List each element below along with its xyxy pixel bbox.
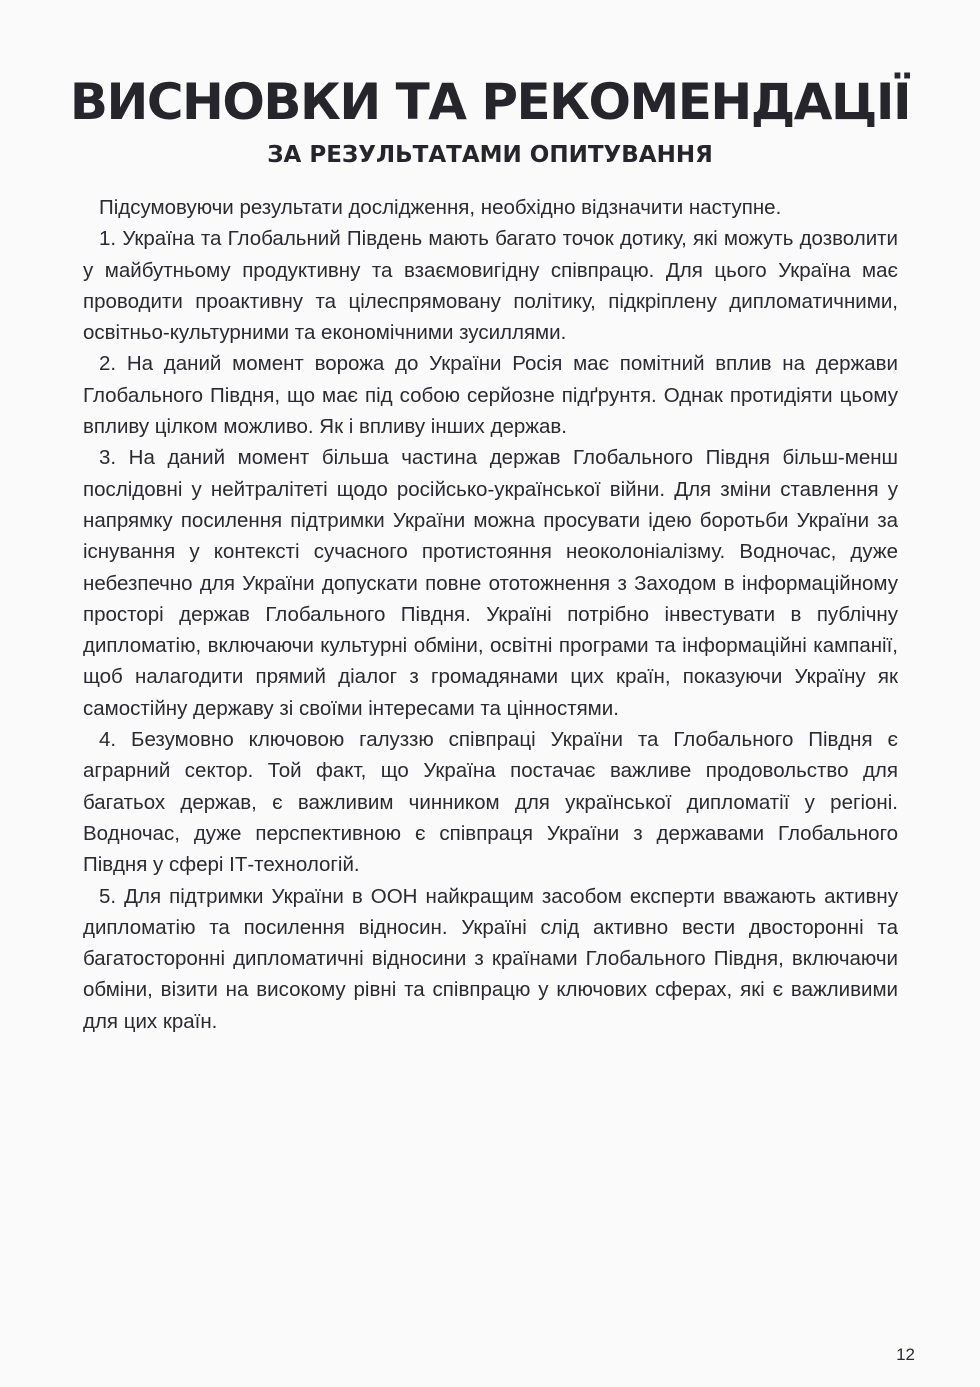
page-subtitle: ЗА РЕЗУЛЬТАТАМИ ОПИТУВАННЯ [267,142,713,168]
page-title: ВИСНОВКИ ТА РЕКОМЕНДАЦІЇ [69,73,911,131]
conclusion-point-3: 3. На даний момент більша частина держав Глобального Півдня більш-менш послідовні у нейтралітеті щодо російсько-української війни. Для зміни ставлення у напрямку посилення підтримки України можна просувати ідею боротьби України за існування у контексті сучасного протистояння неоколоніалізму. Водночас, дуже небезпечно для України допускати повне ототожнення з Заходом в інформаційному просторі держав Глобального Півдня. Україні потрібно інвестувати в публічну дипломатію, включаючи культурні обміни, освітні програми та інформаційні кампанії, щоб налагодити прямий діалог з громадянами цих країн, показуючи Україну як самостійну державу зі своїми інтересами та цінностями. [83,446,898,720]
page-number: 12 [896,1345,915,1364]
body-text [83,192,898,1037]
conclusion-point-2: 2. На даний момент ворожа до України Росія має помітний вплив на держави Глобального Півдня, що має під собою серйозне підґрунтя. Однак протидіяти цьому впливу цілком можливо. Як і впливу інших держав. [83,352,898,439]
conclusion-point-1: 1. Україна та Глобальний Південь мають багато точок дотику, які можуть дозволити у майбутньому продуктивну та взаємовигідну співпрацю. Для цього Україна має проводити проактивну та цілеспрямовану політику, підкріплену дипломатичними, освітньо-культурними та економічними зусиллями. [83,227,898,345]
conclusion-point-5: 5. Для підтримки України в ООН найкращим засобом експерти вважають активну дипломатію та посилення відносин. Україні слід активно вести двосторонні та багатосторонні дипломатичні відносини з країнами Глобального Півдня, включаючи обміни, візити на високому рівні та співпрацю у ключових сферах, які є важливими для цих країн. [83,884,898,1033]
conclusion-point-4: 4. Безумовно ключовою галуззю співпраці України та Глобального Півдня є аграрний сектор. Той факт, що Україна постачає важливе продовольство для багатьох держав, є важливим чинником для української дипломатії у регіоні. Водночас, дуже перспективною є співпраця України з державами Глобального Півдня у сфері ІТ-технологій. [83,728,898,877]
intro-paragraph: Підсумовуючи результати дослідження, необхідно відзначити наступне. [99,196,782,219]
